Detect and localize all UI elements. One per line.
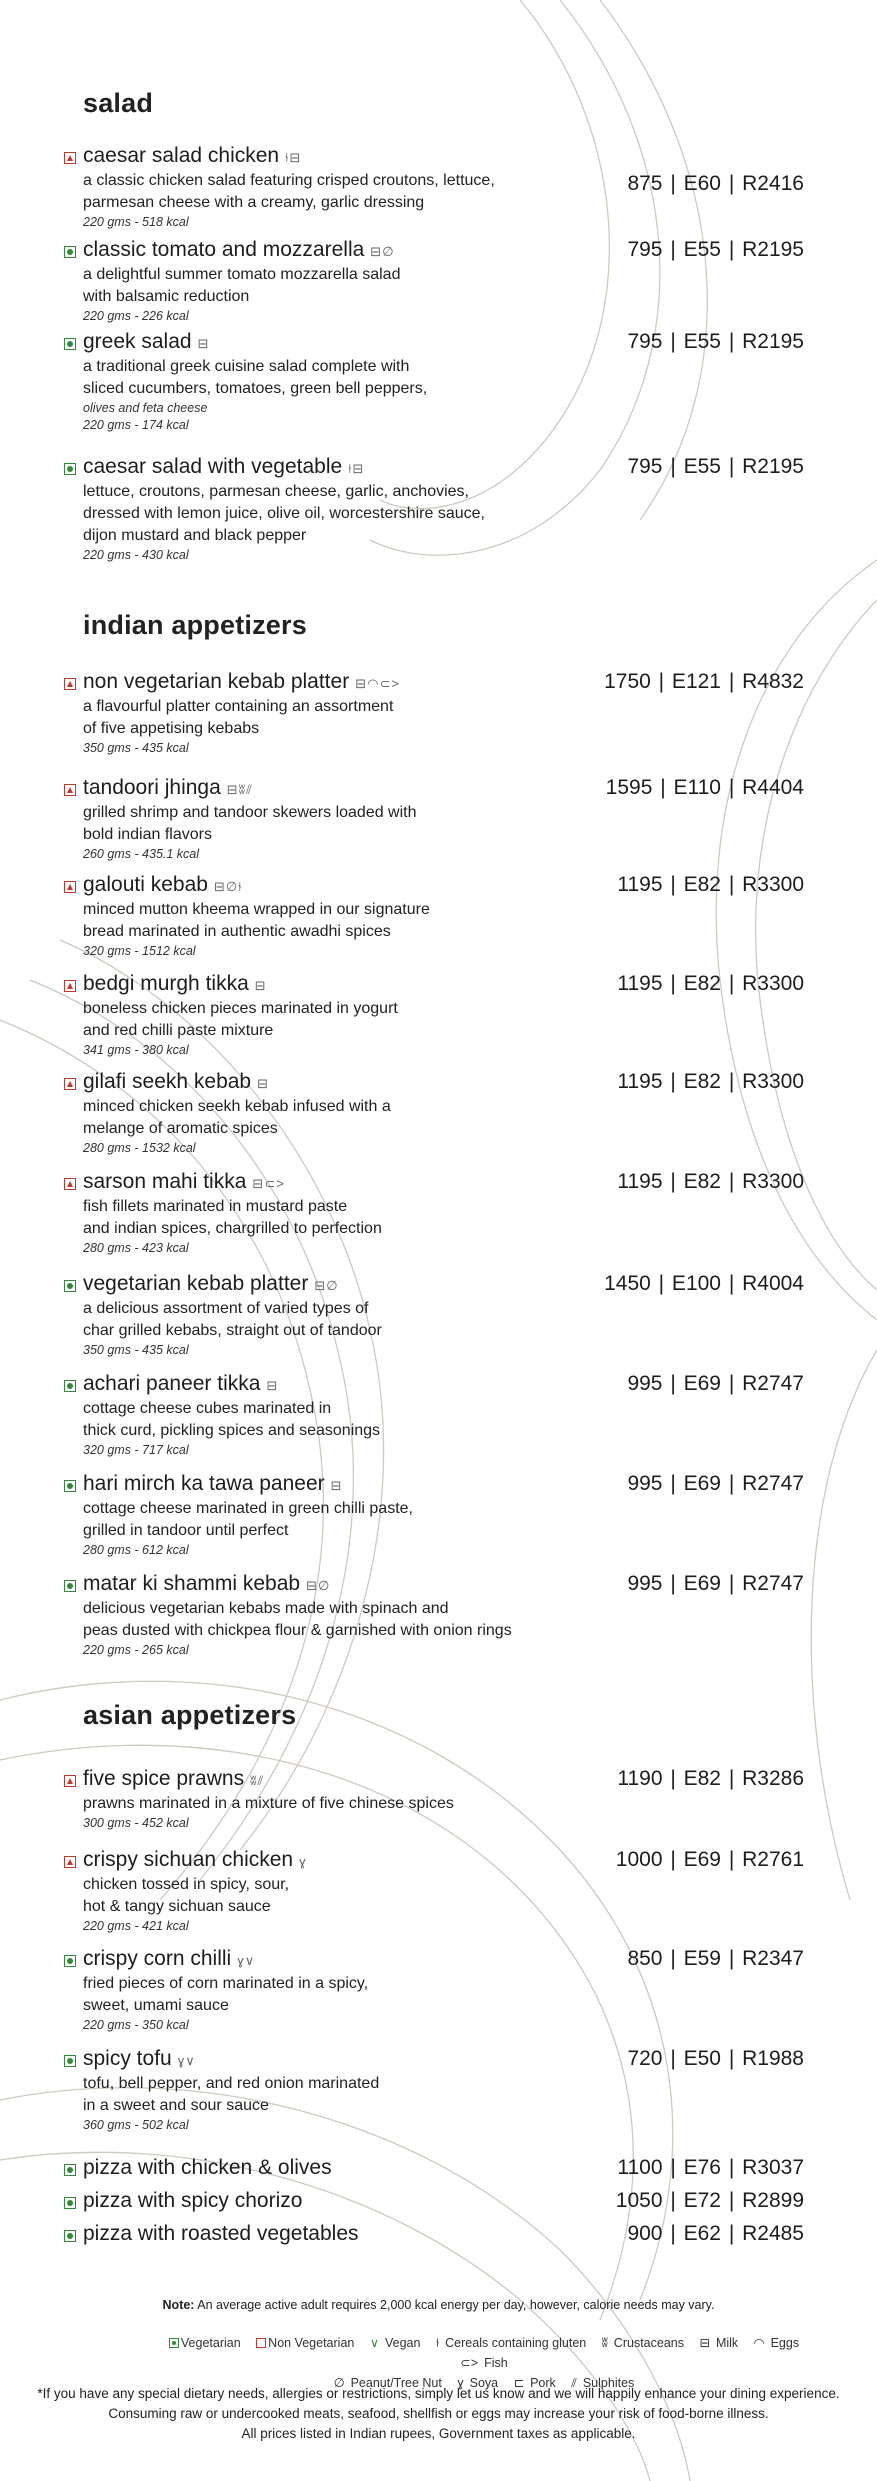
peanut-icon: ∅	[225, 879, 239, 894]
cereals-gluten-icon: ⫮	[238, 879, 243, 894]
menu-item-description: prawns marinated in a mixture of five chinese spices	[83, 1795, 454, 1812]
crustaceans-icon: ʬ	[601, 2336, 608, 2350]
menu-item	[64, 670, 804, 757]
menu-item-name-text: caesar salad with vegetable	[83, 455, 343, 478]
veg-mark-icon	[64, 2197, 76, 2209]
menu-item-price: 1195 | E82 | R3300	[617, 972, 804, 995]
veg-mark-icon	[64, 1480, 76, 1492]
menu-item-name	[83, 2047, 196, 2071]
legend-eggs: ◠ Eggs	[753, 2336, 800, 2350]
menu-item-header	[64, 873, 804, 899]
mark-symbol	[67, 2200, 73, 2206]
menu-item-price: 1750 | E121 | R4832	[604, 670, 804, 693]
nonveg-mark-icon	[64, 678, 76, 690]
nonveg-mark-icon	[64, 1078, 76, 1090]
menu-item-header	[64, 1472, 804, 1498]
nonveg-mark-icon	[64, 1775, 76, 1787]
menu-item-kcal: 220 gms - 430 kcal	[83, 548, 189, 562]
menu-item-description: fish fillets marinated in mustard paste and indian spices, chargrilled to perfection	[83, 1198, 382, 1237]
sulphites-icon: ⫽	[571, 2376, 577, 2390]
note-text: An average active adult requires 2,000 kcal energy per day, however, calorie needs may vary.	[194, 2298, 715, 2312]
menu-item-kcal: 350 gms - 435 kcal	[83, 1343, 189, 1357]
menu-item-kcal: 350 gms - 435 kcal	[83, 741, 189, 755]
allergen-icons	[285, 150, 301, 165]
menu-item-name-text: classic tomato and mozzarella	[83, 238, 365, 261]
mark-symbol	[67, 1859, 73, 1865]
menu-item	[64, 776, 804, 863]
veg-mark-icon	[64, 2055, 76, 2067]
menu-item-header	[64, 2222, 804, 2248]
cereals-gluten-icon: ⫮	[348, 461, 353, 476]
disclaimer-line-1: *If you have any special dietary needs, allergies or restrictions, simply let us know and we will happily enhance your dining experience.	[37, 2386, 840, 2401]
menu-item-header	[64, 238, 804, 264]
eggs-icon: ◠	[367, 676, 380, 691]
menu-item-name-text: non vegetarian kebab platter	[83, 670, 350, 693]
veg-mark-icon	[64, 1380, 76, 1392]
menu-item-description: a delicious assortment of varied types of char grilled kebabs, straight out of tandoor	[83, 1300, 382, 1339]
mark-symbol	[67, 2058, 73, 2064]
menu-item-header	[64, 1170, 804, 1196]
menu-item-description: tofu, bell pepper, and red onion marinated in a sweet and sour sauce	[83, 2075, 380, 2114]
menu-item-name-text: achari paneer tikka	[83, 1372, 261, 1395]
menu-item-name	[83, 1572, 330, 1596]
menu-item-price: 1195 | E82 | R3300	[617, 1070, 804, 1093]
legend-vegetarian: Vegetarian	[169, 2336, 247, 2350]
menu-item-description: fried pieces of corn marinated in a spicy, sweet, umami sauce	[83, 1975, 369, 2014]
legend-crustaceans: ʬ Crustaceans	[601, 2336, 684, 2350]
milk-icon: ⊟	[352, 461, 365, 476]
cereals-gluten-icon: ⫮	[285, 150, 290, 165]
milk-icon: ⊟	[314, 1278, 327, 1293]
menu-item-price: 1000 | E69 | R2761	[615, 1848, 804, 1871]
fish-icon: ⊂>	[264, 1176, 285, 1191]
menu-item-name-text: pizza with chicken & olives	[83, 2156, 332, 2179]
crustaceans-icon: ʬ	[250, 1773, 258, 1788]
legend-vegan: ∨ Vegan	[369, 2336, 421, 2350]
menu-item-header	[64, 670, 804, 696]
menu-item-kcal: 280 gms - 423 kcal	[83, 1241, 189, 1255]
menu-item-header	[64, 1372, 804, 1398]
allergen-icons	[237, 1953, 255, 1968]
disclaimer	[0, 2384, 877, 2444]
allergen-icons	[198, 336, 210, 351]
section-heading: salad	[83, 88, 154, 118]
menu-item-description: a traditional greek cuisine salad complete with sliced cucumbers, tomatoes, green bell peppers,	[83, 358, 428, 397]
mark-symbol	[67, 249, 73, 255]
menu-item	[64, 1272, 804, 1359]
menu-item-name	[83, 1947, 255, 1971]
menu-item-header	[64, 2047, 804, 2073]
menu-item-description: a delightful summer tomato mozzarella salad with balsamic reduction	[83, 266, 401, 305]
soya-icon: ɣ	[457, 2376, 464, 2390]
menu-item-name	[83, 144, 301, 168]
menu-item-name-text: crispy corn chilli	[83, 1947, 232, 1970]
menu-item-kcal: 280 gms - 612 kcal	[83, 1543, 189, 1557]
allergen-icons	[299, 1854, 307, 1869]
mark-symbol	[67, 2233, 73, 2239]
menu-item	[64, 1170, 804, 1257]
veg-mark-icon	[169, 2338, 179, 2348]
menu-item-kcal: 341 gms - 380 kcal	[83, 1043, 189, 1057]
menu-item-name-text: galouti kebab	[83, 873, 208, 896]
eggs-icon: ◠	[753, 2336, 765, 2350]
veg-mark-icon	[64, 2164, 76, 2176]
menu-item-description: a flavourful platter containing an assortment of five appetising kebabs	[83, 698, 394, 737]
menu-item-description: boneless chicken pieces marinated in yogurt and red chilli paste mixture	[83, 1000, 398, 1039]
menu-item-kcal: 300 gms - 452 kcal	[83, 1816, 189, 1830]
menu-item-price: 795 | E55 | R2195	[627, 238, 804, 261]
menu-item	[64, 1848, 804, 1935]
soya-icon: ɣ	[237, 1953, 245, 1968]
section-heading: asian appetizers	[83, 1700, 297, 1730]
mark-symbol	[67, 884, 73, 890]
menu-item	[64, 455, 804, 564]
nonveg-mark-icon	[256, 2338, 266, 2348]
menu-item-name	[83, 972, 267, 996]
allergen-icons	[257, 1076, 269, 1091]
milk-icon: ⊟	[254, 978, 267, 993]
menu-item-header	[64, 2156, 804, 2182]
fish-icon: ⊂>	[460, 2356, 479, 2370]
section-heading: indian appetizers	[83, 610, 307, 640]
menu-item-header	[64, 1848, 804, 1874]
veg-mark-icon	[64, 2230, 76, 2242]
menu-item-name	[83, 2222, 359, 2246]
veg-mark-icon	[64, 1580, 76, 1592]
menu-item-name	[83, 2189, 302, 2213]
legend-gluten: ⫮ Cereals containing gluten	[435, 2336, 587, 2350]
soya-icon: ɣ	[177, 2053, 186, 2068]
veg-mark-icon	[64, 246, 76, 258]
allergen-icons	[370, 244, 394, 259]
menu-item-price: 1195 | E82 | R3300	[617, 873, 804, 896]
menu-item-name-text: bedgi murgh tikka	[83, 972, 249, 995]
legend-milk: ⊟ Milk	[699, 2336, 739, 2350]
menu-item	[64, 2189, 804, 2215]
menu-item-price: 995 | E69 | R2747	[627, 1372, 804, 1395]
milk-icon: ⊟	[289, 150, 302, 165]
legend-peanut: ∅ Peanut/Tree Nut	[333, 2376, 442, 2390]
menu-item	[64, 1070, 804, 1157]
vegan-icon: ∨	[244, 1953, 256, 1968]
menu-item-name	[83, 1070, 269, 1094]
menu-item	[64, 330, 804, 434]
milk-icon: ⊟	[257, 1076, 270, 1091]
menu-item-kcal: 360 gms - 502 kcal	[83, 2118, 189, 2132]
mark-symbol	[67, 155, 73, 161]
fish-icon: ⊂>	[379, 676, 400, 691]
menu-item	[64, 972, 804, 1059]
allergen-icons	[331, 1478, 343, 1493]
sulphites-icon: ⫽	[257, 1773, 265, 1788]
menu-item-kcal: 220 gms - 518 kcal	[83, 215, 189, 229]
menu-item-price: 1050 | E72 | R2899	[615, 2189, 804, 2212]
allergen-icons	[306, 1578, 330, 1593]
legend-fish: ⊂> Fish	[460, 2356, 508, 2370]
menu-item-name	[83, 330, 209, 354]
nonveg-mark-icon	[64, 980, 76, 992]
menu-item-header	[64, 972, 804, 998]
menu-item-price: 1195 | E82 | R3300	[617, 1170, 804, 1193]
sulphites-icon: ⫽	[246, 782, 253, 797]
nonveg-mark-icon	[64, 1178, 76, 1190]
menu-item-price: 1450 | E100 | R4004	[604, 1272, 804, 1295]
menu-item	[64, 1947, 804, 2034]
menu-item	[64, 1372, 804, 1459]
menu-item-name	[83, 776, 253, 800]
mark-symbol	[67, 1778, 73, 1784]
menu-item-header	[64, 1572, 804, 1598]
menu-item-price: 720 | E50 | R1988	[627, 2047, 804, 2070]
menu-item-name-text: greek salad	[83, 330, 192, 353]
menu-item-description: delicious vegetarian kebabs made with spinach and peas dusted with chickpea flour & garnished with onion rings	[83, 1600, 512, 1639]
legend-soya: ɣ Soya	[457, 2376, 499, 2390]
menu-item-name	[83, 455, 364, 479]
mark-symbol	[67, 787, 73, 793]
allergen-icons	[252, 1176, 284, 1191]
menu-item-description: chicken tossed in spicy, sour, hot & tangy sichuan sauce	[83, 1876, 290, 1915]
peanut-icon: ∅	[317, 1578, 331, 1593]
mark-symbol	[67, 1483, 73, 1489]
milk-icon: ⊟	[355, 676, 368, 691]
calorie-note	[0, 2298, 877, 2312]
legend-non-vegetarian: Non Vegetarian	[256, 2336, 360, 2350]
milk-icon: ⊟	[306, 1578, 318, 1593]
legend-sulphites: ⫽ Sulphites	[571, 2376, 635, 2390]
mark-symbol	[67, 983, 73, 989]
veg-mark-icon	[64, 338, 76, 350]
mark-symbol	[67, 681, 73, 687]
allergen-icons	[214, 879, 243, 894]
peanut-icon: ∅	[333, 2376, 345, 2390]
menu-item	[64, 2156, 804, 2182]
menu-item-name	[83, 1848, 307, 1872]
menu-item-name-text: pizza with spicy chorizo	[83, 2189, 303, 2212]
menu-item-description: cottage cheese marinated in green chilli paste, grilled in tandoor until perfect	[83, 1500, 413, 1539]
menu-item	[64, 1572, 804, 1659]
menu-item	[64, 1472, 804, 1559]
menu-item-name	[83, 238, 395, 262]
nonveg-mark-icon	[64, 152, 76, 164]
allergen-icons	[178, 2053, 196, 2068]
menu-item-price: 995 | E69 | R2747	[627, 1472, 804, 1495]
allergen-icons	[227, 782, 253, 797]
legend-pork: ⊏ Pork	[513, 2376, 556, 2390]
menu-item	[64, 2047, 804, 2134]
menu-item-name-text: five spice prawns	[83, 1767, 245, 1790]
menu-item-header	[64, 1947, 804, 1973]
menu-item-name-text: crispy sichuan chicken	[83, 1848, 294, 1871]
veg-mark-icon	[64, 463, 76, 475]
menu-item-kcal: 220 gms - 174 kcal	[83, 418, 189, 432]
menu-item	[64, 1767, 804, 1832]
nonveg-mark-icon	[64, 881, 76, 893]
menu-item-kcal: 320 gms - 717 kcal	[83, 1443, 189, 1457]
allergen-icons	[314, 1278, 338, 1293]
allergen-icons	[250, 1773, 264, 1788]
menu-item-price: 900 | E62 | R2485	[627, 2222, 804, 2245]
disclaimer-line-3: All prices listed in Indian rupees, Government taxes as applicable.	[241, 2426, 636, 2441]
mark-symbol	[67, 1958, 73, 1964]
menu-item-description: minced mutton kheema wrapped in our signature bread marinated in authentic awadhi spices	[83, 901, 430, 940]
menu-item-kcal: 260 gms - 435.1 kcal	[83, 847, 200, 861]
milk-icon: ⊟	[699, 2336, 710, 2350]
allergen-icons	[255, 978, 267, 993]
menu-item-header	[64, 1272, 804, 1298]
mark-symbol	[67, 466, 73, 472]
allergen-icons	[348, 461, 364, 476]
mark-symbol	[67, 1383, 73, 1389]
milk-icon: ⊟	[266, 1378, 279, 1393]
menu-item-description: cottage cheese cubes marinated in thick curd, pickling spices and seasonings	[83, 1400, 381, 1439]
menu-item-price: 995 | E69 | R2747	[627, 1572, 804, 1595]
menu-item-header	[64, 1767, 804, 1793]
mark-symbol	[67, 1081, 73, 1087]
menu-item-kcal: 320 gms - 1512 kcal	[83, 944, 196, 958]
menu-item-description-extra: olives and feta cheese	[83, 401, 208, 415]
soya-icon: ɣ	[299, 1854, 307, 1869]
menu-item-name-text: spicy tofu	[83, 2047, 172, 2070]
cereals-gluten-icon: ⫮	[435, 2336, 440, 2350]
allergen-icons	[266, 1378, 278, 1393]
menu-item-name	[83, 2156, 332, 2180]
vegan-icon: ∨	[185, 2053, 196, 2068]
milk-icon: ⊟	[330, 1478, 343, 1493]
menu-item-description: grilled shrimp and tandoor skewers loaded with bold indian flavors	[83, 804, 417, 843]
nonveg-mark-icon	[64, 1856, 76, 1868]
veg-mark-icon	[64, 1280, 76, 1292]
menu-item-price: 1595 | E110 | R4404	[605, 776, 804, 799]
mark-symbol	[67, 2167, 73, 2173]
mark-symbol	[67, 1583, 73, 1589]
note-label: Note:	[162, 2298, 195, 2312]
menu-item-price: 1190 | E82 | R3286	[617, 1767, 804, 1790]
mark-symbol	[67, 1283, 73, 1289]
menu-item-header	[64, 1070, 804, 1096]
menu-item-name	[83, 1272, 339, 1296]
vegan-icon: ∨	[369, 2336, 379, 2350]
menu-item-name	[83, 873, 243, 897]
menu-item-name	[83, 1767, 264, 1791]
nonveg-mark-icon	[64, 784, 76, 796]
menu-item-header	[64, 330, 804, 356]
menu-item-name-text: gilafi seekh kebab	[83, 1070, 252, 1093]
menu-item-name-text: matar ki shammi kebab	[83, 1572, 301, 1595]
menu-item-header	[64, 776, 804, 802]
menu-item-header	[64, 2189, 804, 2215]
menu-item-name-text: tandoori jhinga	[83, 776, 221, 799]
menu-item-price: 875 | E60 | R2416	[627, 172, 804, 195]
milk-icon: ⊟	[197, 336, 210, 351]
pork-icon: ⊏	[513, 2376, 525, 2390]
menu-item	[64, 2222, 804, 2248]
mark-symbol	[67, 341, 73, 347]
menu-item-name	[83, 1372, 278, 1396]
menu-item-description: a classic chicken salad featuring crisped croutons, lettuce, parmesan cheese with a creamy, garlic dressing	[83, 172, 495, 211]
menu-item	[64, 238, 804, 325]
milk-icon: ⊟	[370, 244, 383, 259]
menu-item-name-text: caesar salad chicken	[83, 144, 280, 167]
menu-item-price: 1100 | E76 | R3037	[617, 2156, 804, 2179]
menu-item-description: minced chicken seekh kebab infused with a melange of aromatic spices	[83, 1098, 391, 1137]
milk-icon: ⊟	[252, 1176, 265, 1191]
allergen-icons	[355, 676, 400, 691]
menu-item-description: lettuce, croutons, parmesan cheese, garlic, anchovies, dressed with lemon juice, olive oil, worcestershire sauce, dijon mustard and black pepper	[83, 483, 485, 544]
menu-item-name-text: pizza with roasted vegetables	[83, 2222, 359, 2245]
peanut-icon: ∅	[382, 244, 395, 259]
menu-item-price: 795 | E55 | R2195	[627, 455, 804, 478]
menu-item-name-text: hari mirch ka tawa paneer	[83, 1472, 325, 1495]
menu-item-kcal: 280 gms - 1532 kcal	[83, 1141, 196, 1155]
menu-item-kcal: 220 gms - 421 kcal	[83, 1919, 189, 1933]
crustaceans-icon: ʬ	[238, 782, 246, 797]
menu-item-kcal: 220 gms - 350 kcal	[83, 2018, 189, 2032]
milk-icon: ⊟	[226, 782, 239, 797]
menu-item-header	[64, 455, 804, 481]
veg-mark-icon	[64, 1955, 76, 1967]
menu-item-price: 850 | E59 | R2347	[627, 1947, 804, 1970]
menu-item-kcal: 220 gms - 265 kcal	[83, 1643, 189, 1657]
menu-item-kcal: 220 gms - 226 kcal	[83, 309, 189, 323]
menu-item-name	[83, 1472, 343, 1496]
disclaimer-line-2: Consuming raw or undercooked meats, seafood, shellfish or eggs may increase your risk of food-borne illness.	[108, 2406, 769, 2421]
menu-item	[64, 873, 804, 960]
menu-item-name-text: vegetarian kebab platter	[83, 1272, 309, 1295]
menu-item	[64, 144, 804, 231]
menu-item-name	[83, 1170, 285, 1194]
peanut-icon: ∅	[326, 1278, 339, 1293]
milk-icon: ⊟	[213, 879, 226, 894]
menu-item-price: 795 | E55 | R2195	[627, 330, 804, 353]
mark-symbol	[67, 1181, 73, 1187]
menu-item-name	[83, 670, 400, 694]
menu-item-name-text: sarson mahi tikka	[83, 1170, 247, 1193]
